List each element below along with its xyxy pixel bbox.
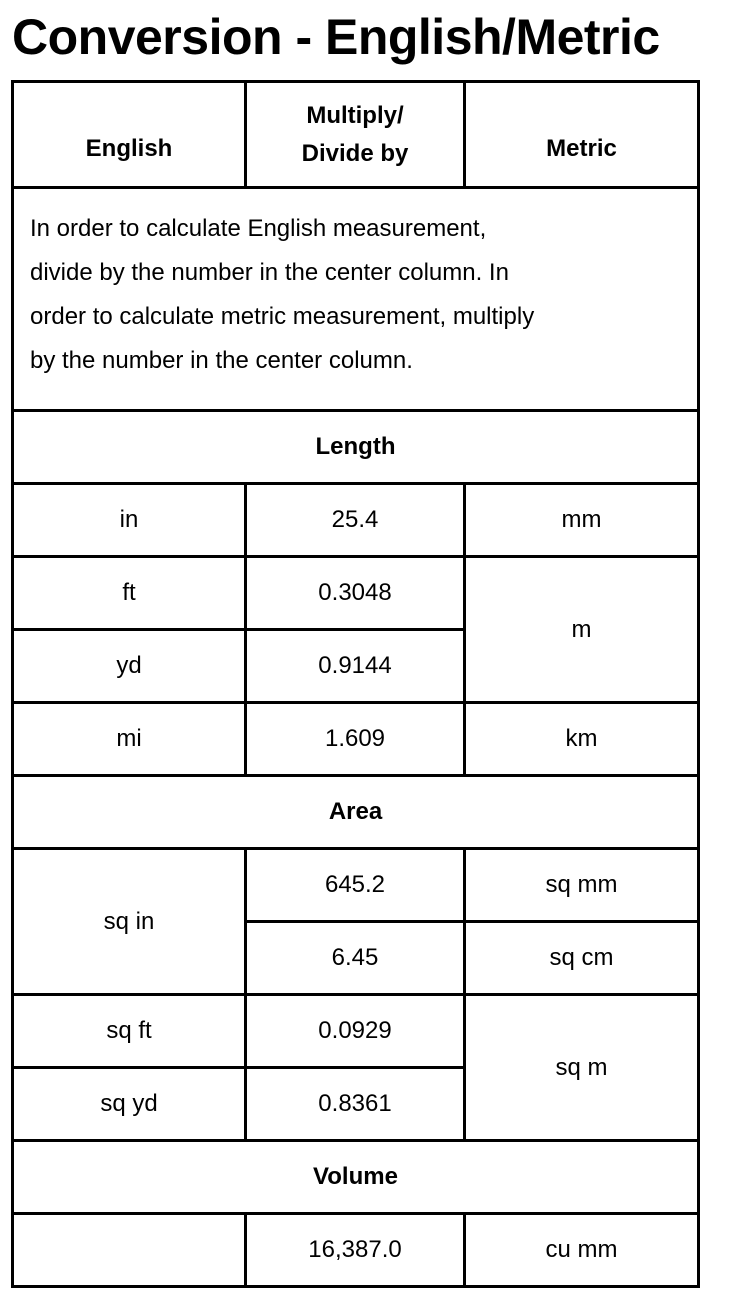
instruction-note: [13, 188, 699, 411]
conversion-factor: 645.2: [246, 849, 465, 922]
header-english: English: [13, 82, 246, 188]
metric-unit: mm: [465, 484, 699, 557]
page-title: Conversion - English/Metric: [12, 9, 660, 65]
header-factor: [246, 82, 465, 188]
header-row: [13, 82, 699, 188]
metric-unit: m: [465, 557, 699, 703]
conversion-factor: 25.4: [246, 484, 465, 557]
english-unit: ft: [13, 557, 246, 630]
english-unit: [13, 1214, 246, 1287]
conversion-factor: 1.609: [246, 703, 465, 776]
section-heading-length: Length: [13, 411, 699, 484]
section-heading-area: Area: [13, 776, 699, 849]
table-row: [13, 703, 699, 776]
section-row-volume: [13, 1141, 699, 1214]
conversion-factor: 0.8361: [246, 1068, 465, 1141]
metric-unit: km: [465, 703, 699, 776]
conversion-factor: 16,387.0: [246, 1214, 465, 1287]
english-unit: sq ft: [13, 995, 246, 1068]
metric-unit: sq mm: [465, 849, 699, 922]
section-row-length: [13, 411, 699, 484]
section-row-area: [13, 776, 699, 849]
english-unit: in: [13, 484, 246, 557]
table-row: [13, 557, 699, 630]
english-unit: mi: [13, 703, 246, 776]
table-row: [13, 995, 699, 1068]
conversion-factor: 0.0929: [246, 995, 465, 1068]
conversion-factor: 0.3048: [246, 557, 465, 630]
table-row: [13, 849, 699, 922]
metric-unit: sq cm: [465, 922, 699, 995]
table-row: [13, 1214, 699, 1287]
instruction-text: In order to calculate English measurement, divide by the number in the center column. In order to calculate metric measurement, multiply by the number in the center column.: [30, 215, 535, 374]
conversion-factor: 0.9144: [246, 630, 465, 703]
metric-unit: cu mm: [465, 1214, 699, 1287]
header-factor-label: Multiply/ Divide by: [301, 101, 409, 167]
conversion-table: [11, 80, 700, 1288]
header-metric: Metric: [465, 82, 699, 188]
metric-unit: sq m: [465, 995, 699, 1141]
english-unit: yd: [13, 630, 246, 703]
conversion-factor: 6.45: [246, 922, 465, 995]
english-unit: sq yd: [13, 1068, 246, 1141]
instruction-row: [13, 188, 699, 411]
section-heading-volume: Volume: [13, 1141, 699, 1214]
table-row: [13, 484, 699, 557]
english-unit: sq in: [13, 849, 246, 995]
